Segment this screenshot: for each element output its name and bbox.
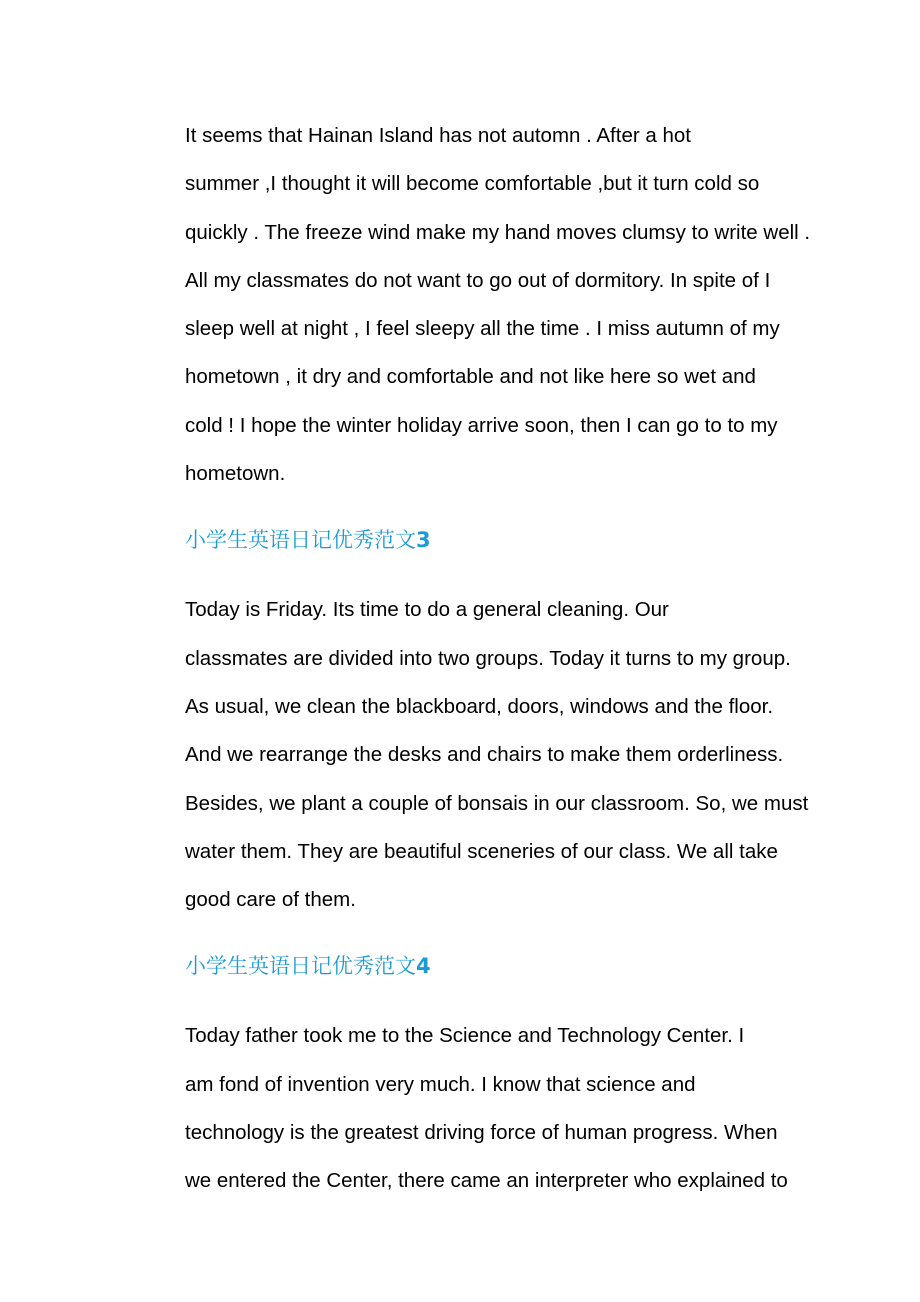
heading-number: 4 <box>416 954 431 979</box>
spacer <box>139 924 799 942</box>
paragraph-line: All my classmates do not want to go out of dormitory. In spite of I <box>185 268 771 292</box>
section4-heading <box>139 942 799 990</box>
spacer <box>139 498 799 516</box>
spacer <box>139 564 799 586</box>
paragraph-line: Today is Friday. Its time to do a general cleaning. Our <box>185 598 669 622</box>
section4-paragraph <box>139 1012 799 1205</box>
paragraph-line: quickly . The freeze wind make my hand moves clumsy to write well . <box>185 220 811 244</box>
section3-paragraph <box>139 586 809 924</box>
paragraph-line: sleep well at night , I feel sleepy all the time . I miss autumn of my <box>185 317 780 341</box>
paragraph-line: Besides, we plant a couple of bonsais in our classroom. So, we must <box>185 791 809 815</box>
paragraph-line: good care of them. <box>185 888 356 912</box>
paragraph-line: hometown. <box>185 462 286 486</box>
paragraph-line: As usual, we clean the blackboard, doors, windows and the floor. <box>185 694 774 718</box>
paragraph-line: classmates are divided into two groups. Today it turns to my group. <box>185 646 791 670</box>
paragraph-line: am fond of invention very much. I know that science and <box>185 1072 696 1096</box>
heading-text: 小学生英语日记优秀范文 <box>185 528 416 553</box>
section2-paragraph <box>139 112 811 498</box>
paragraph-line: And we rearrange the desks and chairs to make them orderliness. <box>185 743 784 767</box>
paragraph-line: we entered the Center, there came an interpreter who explained to <box>185 1169 788 1193</box>
paragraph-line: summer ,I thought it will become comfortable ,but it turn cold so <box>185 172 760 196</box>
document-content <box>139 112 811 1206</box>
paragraph-line: It seems that Hainan Island has not automn . After a hot <box>185 124 691 147</box>
heading-text: 小学生英语日记优秀范文 <box>185 954 416 979</box>
paragraph-line: technology is the greatest driving force of human progress. When <box>185 1121 778 1145</box>
spacer <box>139 990 799 1012</box>
paragraph-line: cold ! I hope the winter holiday arrive soon, then I can go to to my <box>185 413 778 437</box>
heading-number: 3 <box>416 528 431 553</box>
paragraph-line: hometown , it dry and comfortable and not like here so wet and <box>185 365 756 389</box>
paragraph-line: Today father took me to the Science and Technology Center. I <box>185 1024 745 1048</box>
paragraph-line: water them. They are beautiful sceneries of our class. We all take <box>185 839 778 863</box>
section3-heading <box>139 516 799 564</box>
